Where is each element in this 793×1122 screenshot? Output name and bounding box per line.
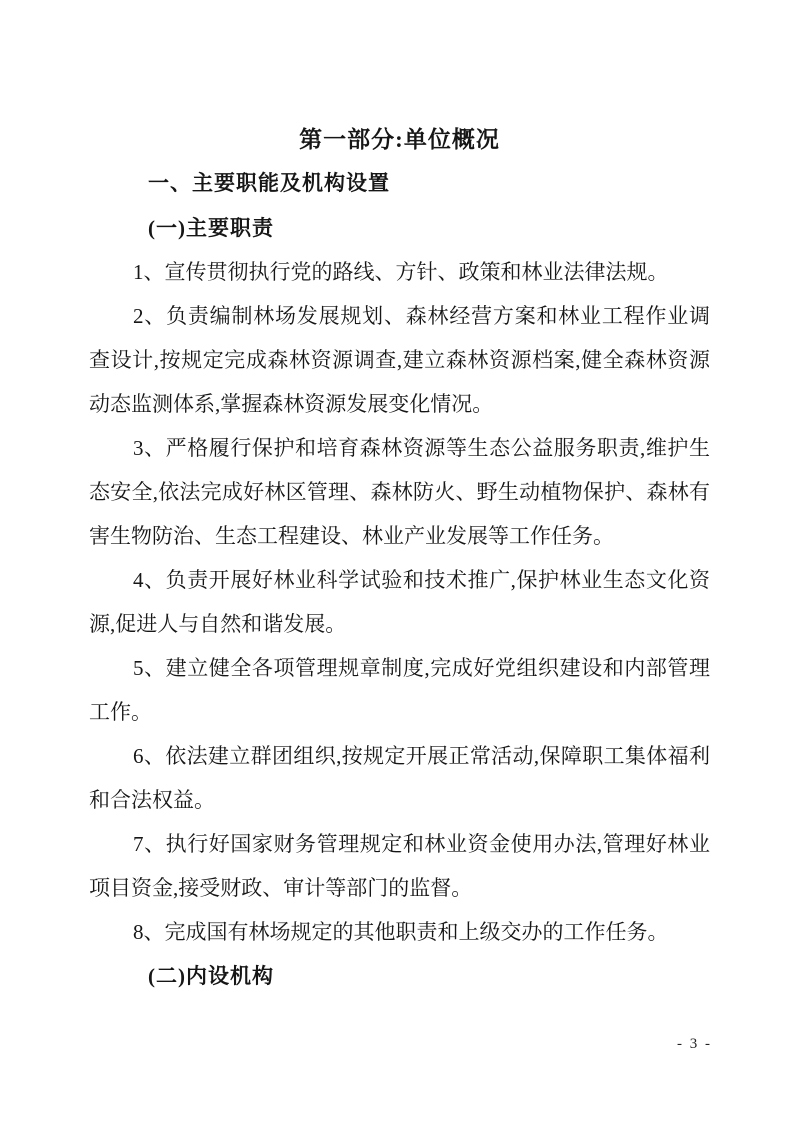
duty-paragraph-8: 8、完成国有林场规定的其他职责和上级交办的工作任务。 bbox=[133, 920, 669, 944]
section-heading: 一、主要职能及机构设置 bbox=[148, 172, 390, 195]
duty-paragraph-6: 6、依法建立群团组织,按规定开展正常活动,保障职工集体福利和合法权益。 bbox=[89, 744, 710, 812]
duty-paragraph-1: 1、宣传贯彻执行党的路线、方针、政策和林业法律法规。 bbox=[133, 260, 669, 284]
doc-title: 第一部分:单位概况 bbox=[299, 127, 500, 152]
duty-paragraph-7: 7、执行好国家财务管理规定和林业资金使用办法,管理好林业项目资金,接受财政、审计等部门的监督。 bbox=[89, 832, 710, 900]
duty-paragraph-2: 2、负责编制林场发展规划、森林经营方案和林业工程作业调查设计,按规定完成森林资源调查,建立森林资源档案,健全森林资源动态监测体系,掌握森林资源发展变化情况。 bbox=[89, 304, 710, 416]
duty-paragraph-4: 4、负责开展好林业科学试验和技术推广,保护林业生态文化资源,促进人与自然和谐发展。 bbox=[89, 568, 710, 636]
duty-paragraph-5: 5、建立健全各项管理规章制度,完成好党组织建设和内部管理工作。 bbox=[89, 656, 710, 724]
subsection-heading-1: (一)主要职责 bbox=[148, 216, 274, 240]
subsection-heading-2: (二)内设机构 bbox=[148, 964, 274, 988]
duty-paragraph-3: 3、严格履行保护和培育森林资源等生态公益服务职责,维护生态安全,依法完成好林区管理、森林防火、野生动植物保护、森林有害生物防治、生态工程建设、林业产业发展等工作任务。 bbox=[89, 436, 710, 548]
page-number: - 3 - bbox=[677, 1036, 712, 1052]
